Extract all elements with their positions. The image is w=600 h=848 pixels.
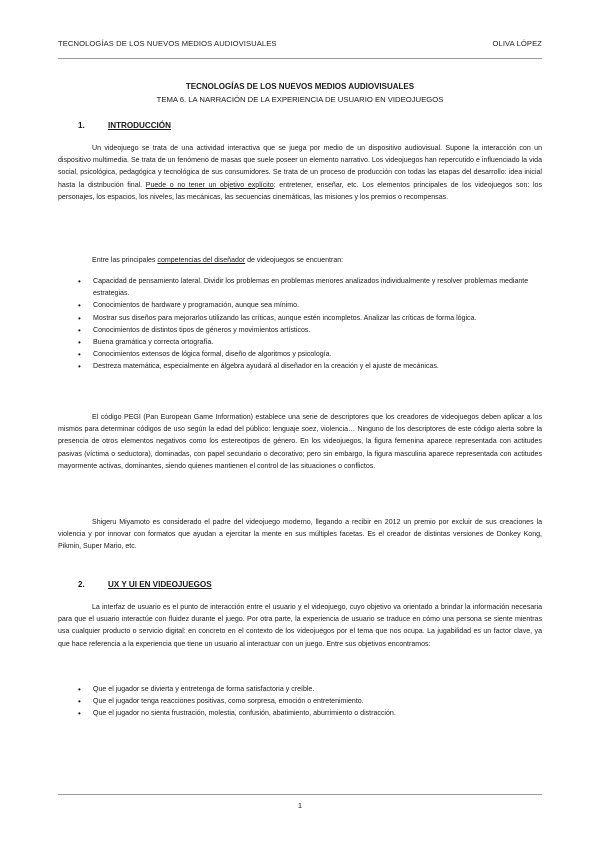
- header-author: OLIVA LÓPEZ: [492, 39, 542, 48]
- list-item-text: Mostrar sus diseños para mejorarlos utilizando las críticas, aunque estén incompletos. Analizar las críticas de forma lógica.: [93, 314, 477, 322]
- document-subtitle: TEMA 6. LA NARRACIÓN DE LA EXPERIENCIA DE USUARIO EN VIDEOJUEGOS: [156, 95, 444, 104]
- section-1-paragraph-1: [58, 143, 542, 204]
- bullet-icon: •: [78, 362, 81, 372]
- header-course-title: TECNOLOGÍAS DE LOS NUEVOS MEDIOS AUDIOVISUALES: [58, 39, 277, 48]
- list-item: [58, 337, 542, 349]
- list-item: [58, 300, 542, 312]
- bullet-icon: •: [78, 697, 81, 707]
- page-number: 1: [297, 801, 303, 810]
- list-item: [58, 313, 542, 325]
- list-item-text: Buena gramática y correcta ortografía.: [93, 339, 214, 347]
- footer-divider: [58, 794, 542, 795]
- header-divider: [58, 58, 542, 59]
- bullet-icon: •: [78, 338, 81, 348]
- section-2-title: UX Y UI EN VIDEOJUEGOS: [108, 580, 212, 589]
- list-item: [58, 684, 542, 696]
- section-2-paragraph-1: La interfaz de usuario es el punto de interacción entre el usuario y el videojuego, cuyo objetivo va orientado a brindar la información necesaria para que el usuario interactúe con fluidez durante el juego. Por otra parte, la experiencia de usuario se traduce en cómo una persona se siente mientras usa cualquier producto o servicio digital: en concreto en el contexto de los videojuegos por el tema que nos ocupa. La jugabilidad es un factor clave, ya que hace referencia a la experiencia que tiene un usuario al interactuar con un juego. Entre sus objetivos encontramos:: [58, 604, 542, 648]
- section-2-number: 2.: [78, 580, 85, 589]
- paragraph-text: Un videojuego se trata de una actividad interactiva que se juega por medio de un dispositivo audiovisual. Supone la interacción con un dispositivo multimedia. Se trata de un fenómeno de masas que suele poseer un elemento narrativo. Los videojuegos han repercutido e influenciado la vida social, psicológica, pedagógica y tecnológica de sus consumidores. Se trata de un proceso de producción con todas las etapas del desarrollo: idea inicial hasta la distribución final.: [58, 145, 542, 189]
- list-item: [58, 276, 542, 300]
- paragraph-text: de videojuegos se encuentran:: [245, 257, 344, 264]
- list-item: [58, 361, 542, 373]
- list-item: [58, 325, 542, 337]
- list-item-text: Que el jugador no sienta frustración, molestia, confusión, abatimiento, aburrimiento o distracción.: [93, 710, 396, 718]
- bullet-icon: •: [78, 301, 81, 311]
- section-1-title: INTRODUCCIÓN: [108, 121, 171, 130]
- document-title: TECNOLOGÍAS DE LOS NUEVOS MEDIOS AUDIOVISUALES: [185, 82, 415, 91]
- section-1-paragraph-4: Shigeru Miyamoto es considerado el padre del videojuego moderno, llegando a recibir en 2012 un premio por excluir de sus creaciones la violencia y por innovar con formatos que ayudan a ejercitar la mente en sus múltiples facetas. Es el creador de distintas versiones de Donkey Kong, Pikmin, Super Mario, etc.: [58, 519, 542, 551]
- designer-skills-list: [58, 276, 542, 374]
- section-1-paragraph-2: [58, 255, 542, 267]
- paragraph-text: Entre las principales: [92, 257, 158, 264]
- bullet-icon: •: [78, 709, 81, 719]
- section-1-heading: [78, 121, 171, 130]
- ux-objectives-list: [58, 684, 542, 721]
- bullet-icon: •: [78, 313, 81, 323]
- underlined-phrase: competencias del diseñador: [157, 257, 246, 264]
- list-item: [58, 696, 542, 708]
- bullet-icon: •: [78, 350, 81, 360]
- section-2-heading: [78, 580, 212, 589]
- list-item-text: Conocimientos de distintos tipos de géneros y movimientos artísticos.: [93, 326, 311, 334]
- underlined-phrase: Puede o no tener un objetivo explícito: [145, 181, 274, 189]
- paragraph-text: : entretener, enseñar, etc. Los elementos principales de los videojuegos son: los personajes, los espacios, los niveles, las mecánicas, las secuencias cinemáticas, las misiones y los premios o recompensas.: [58, 181, 542, 201]
- list-item-text: Conocimientos de hardware y programación, aunque sea mínimo.: [93, 302, 300, 310]
- list-item: [58, 349, 542, 361]
- list-item: [58, 708, 542, 720]
- bullet-icon: •: [78, 325, 81, 335]
- bullet-icon: •: [78, 685, 81, 694]
- section-1-number: 1.: [78, 121, 85, 130]
- list-item-text: Conocimientos extensos de lógica formal, diseño de algoritmos y psicología.: [93, 351, 332, 359]
- bullet-icon: •: [78, 277, 81, 286]
- list-item-text: Que el jugador se divierta y entretenga de forma satisfactoria y creíble.: [93, 686, 315, 693]
- page-header: [58, 39, 542, 51]
- list-item-text: Capacidad de pensamiento lateral. Dividir los problemas en problemas menores analizados individualmente y resolver problemas mediante estrategias.: [93, 278, 529, 298]
- list-item-text: Que el jugador tenga reacciones positivas, como sorpresa, emoción o entretenimiento.: [93, 698, 364, 706]
- list-item-text: Destreza matemática, especialmente en álgebra ayudará al diseñador en la creación y el ajuste de mecánicas.: [93, 363, 439, 371]
- section-1-paragraph-3: El código PEGI (Pan European Game Information) establece una serie de descriptores que los creadores de videojuegos deben aplicar a los mismos para determinar códigos de uso según la edad del público: lenguaje soez, violencia… Ninguno de los descriptores de este código alerta sobre la presencia de otros elementos negativos como los estereotipos de género. En los videojuegos, la figura femenina aparece representada con actitudes pasivas (víctima o seductora), dominadas, con papel secundario o decorativo; pero sin embargo, la figura masculina aparece representada con actitudes mayormente activas, dominantes, siendo quienes mantienen el control de las situaciones o conflictos.: [58, 414, 542, 470]
